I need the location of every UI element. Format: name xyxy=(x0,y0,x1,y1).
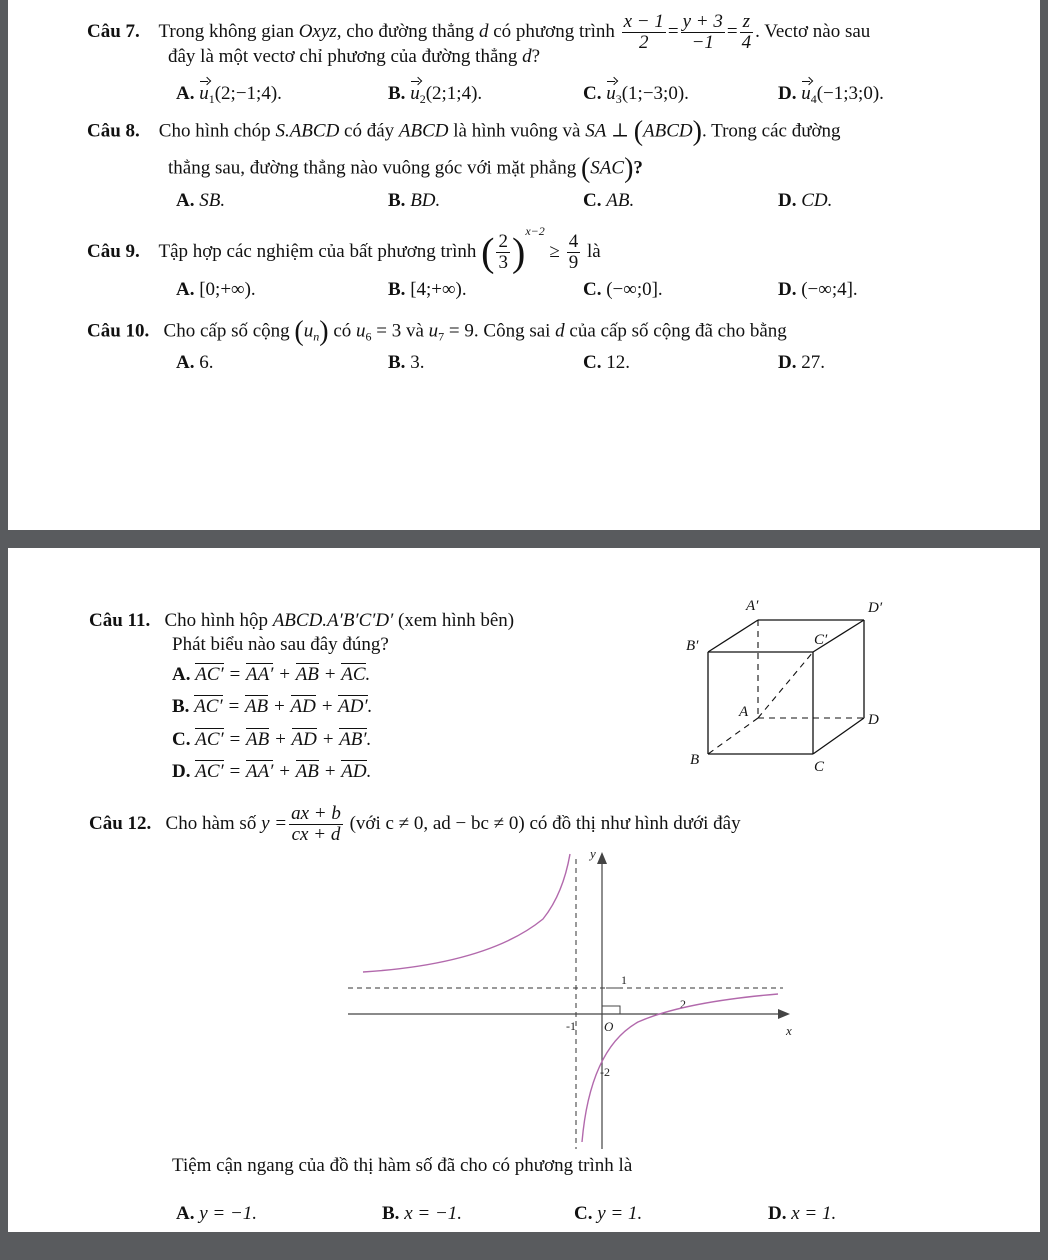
vertex-label: A′ xyxy=(746,598,759,614)
answer-option-d[interactable]: D. $u_4(-1;3;0)$. xyxy=(778,83,884,106)
edge xyxy=(813,718,864,754)
question-11-stem: Câu 11. Cho hình hộp ABCD.A′B′C′D′ (xem hình bên) xyxy=(89,610,515,631)
question-11-stem-line2: Phát biểu nào sau đây đúng? xyxy=(172,634,389,655)
answer-option-d[interactable]: D. 27. xyxy=(778,352,825,373)
vertex-label: A xyxy=(739,704,749,720)
function-graph xyxy=(338,844,808,1154)
vertex-label: C′ xyxy=(814,632,828,648)
question-12-stem: Câu 12. Cho hàm số y = $\frac{ax + b}{cx + d}$ (với c ≠ 0, ad − bc ≠ 0) có đồ thị như hình dưới đây xyxy=(89,803,741,845)
y-axis-label: y xyxy=(590,846,596,861)
answer-option-a[interactable]: A. 6. xyxy=(176,352,214,373)
answer-option-a[interactable]: A. $u_1(2;-1;4)$. xyxy=(176,83,282,106)
question-10-stem: Câu 10. Cho cấp số cộng $(u_n)$ có $u_6 = 3$ và $u_7 = 9$. Công sai d của cấp số cộng đã cho bằng xyxy=(87,316,787,347)
answer-option-b[interactable]: B. [4;+∞). xyxy=(388,279,467,300)
question-7-stem: Câu 7. Trong không gian Oxyz, cho đường thẳng d có phương trình $\frac{x - 1}{2}$ = $\frac{y + 3}{-1}$ = $\frac{z}{4}$ . Vectơ nào sau xyxy=(87,11,871,53)
answer-option-c[interactable]: C. y = 1. xyxy=(574,1203,643,1224)
answer-option-a[interactable]: A. SB. xyxy=(176,190,226,211)
y-axis-arrow xyxy=(597,852,607,864)
answer-option-c[interactable]: C. 12. xyxy=(583,352,630,373)
answer-option-d[interactable]: D. AC′ = AA′ + AB + AD. xyxy=(172,761,372,782)
answer-option-d[interactable]: D. (−∞;4]. xyxy=(778,279,858,300)
answer-option-d[interactable]: D. x = 1. xyxy=(768,1203,837,1224)
page-2 xyxy=(8,548,1040,1232)
question-label: Câu 10. xyxy=(87,320,150,342)
tick-label: 2 xyxy=(680,997,686,1011)
question-8-stem: Câu 8. Cho hình chóp S.ABCD có đáy ABCD là hình vuông và SA ⊥ (ABCD). Trong các đường xyxy=(87,116,841,147)
vertex-label: B xyxy=(690,752,700,768)
vertex-label: D′ xyxy=(868,600,883,616)
x-axis-label: x xyxy=(786,1023,792,1038)
answer-option-a[interactable]: A. [0;+∞). xyxy=(176,279,256,300)
question-label: Câu 11. xyxy=(89,610,151,631)
tick-label: -1 xyxy=(566,1019,576,1033)
origin-label: O xyxy=(604,1019,614,1034)
answer-option-b[interactable]: B. BD. xyxy=(388,190,441,211)
answer-option-b[interactable]: B. AC′ = AB + AD + AD′. xyxy=(172,696,373,717)
x-axis-arrow xyxy=(778,1009,790,1019)
page-1 xyxy=(8,0,1040,530)
edge xyxy=(708,620,758,652)
question-label: Câu 9. xyxy=(87,241,140,262)
intercept-marker xyxy=(602,1006,620,1014)
tick-label: 1 xyxy=(621,973,627,987)
equation-fraction: $\frac{x - 1}{2}$ xyxy=(623,11,664,53)
vertex-label: B′ xyxy=(686,638,699,654)
equation-fraction: $\frac{y + 3}{-1}$ xyxy=(682,11,723,53)
answer-option-b[interactable]: B. x = −1. xyxy=(382,1203,463,1224)
answer-option-a[interactable]: A. AC′ = AA′ + AB + AC. xyxy=(172,664,371,685)
question-8-stem-line2: thẳng sau, đường thẳng nào vuông góc với mặt phẳng (SAC)? xyxy=(168,153,643,184)
diagonal-ac-prime xyxy=(758,652,813,718)
question-7-stem-line2: đây là một vectơ chỉ phương của đường thẳng d? xyxy=(168,46,541,67)
curve-left-branch xyxy=(363,854,570,972)
answer-option-d[interactable]: D. CD. xyxy=(778,190,833,211)
question-label: Câu 8. xyxy=(87,120,140,142)
vertex-label: D xyxy=(868,712,879,728)
answer-option-c[interactable]: C. AC′ = AB + AD + AB′. xyxy=(172,729,372,750)
hidden-edge xyxy=(708,718,758,754)
question-12-prompt: Tiệm cận ngang của đồ thị hàm số đã cho có phương trình là xyxy=(172,1155,633,1176)
question-label: Câu 7. xyxy=(87,20,140,42)
answer-option-c[interactable]: C. $u_3(1;-3;0)$. xyxy=(583,83,689,106)
tick-label: -2 xyxy=(600,1065,610,1079)
answer-option-b[interactable]: B. $u_2(2;1;4)$. xyxy=(388,83,483,106)
vertex-label: C xyxy=(814,759,825,775)
equation-fraction: $\frac{z}{4}$ xyxy=(741,11,752,53)
answer-option-c[interactable]: C. (−∞;0]. xyxy=(583,279,663,300)
question-9-stem: Câu 9. Tập hợp các nghiệm của bất phương trình ( $\frac{2}{3}$ )$^{x-2}$ ≥ $\frac{4}{9}$ là xyxy=(87,224,601,275)
answer-option-a[interactable]: A. y = −1. xyxy=(176,1203,258,1224)
answer-option-b[interactable]: B. 3. xyxy=(388,352,425,373)
parallelepiped-figure xyxy=(648,596,888,776)
answer-option-c[interactable]: C. AB. xyxy=(583,190,635,211)
question-label: Câu 12. xyxy=(89,812,152,834)
curve-right-branch xyxy=(582,994,778,1142)
